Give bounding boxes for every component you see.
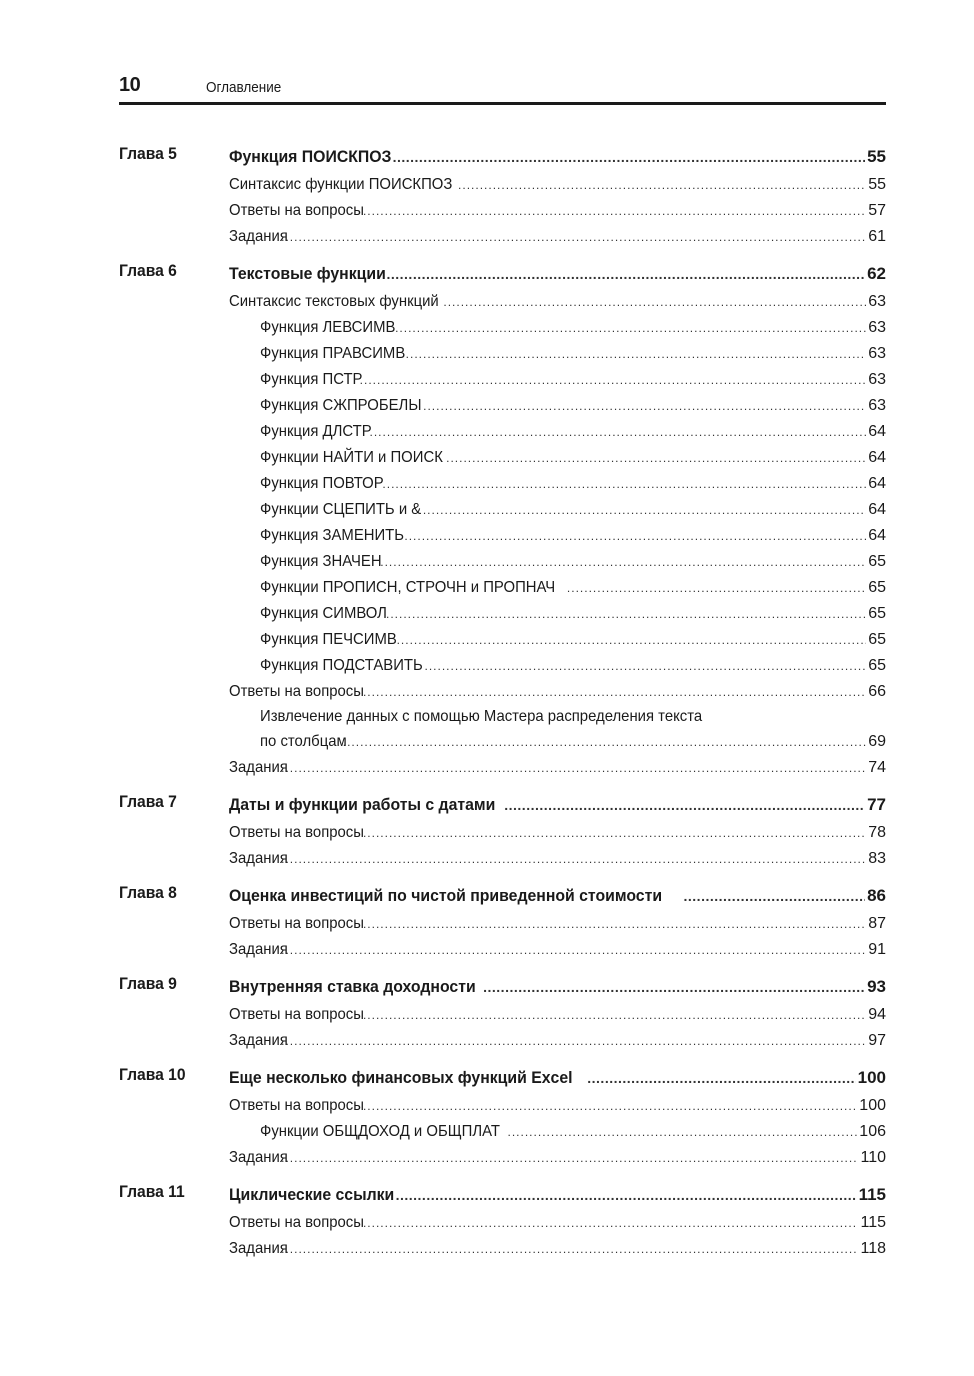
entry-page-number: 64 [868, 449, 886, 466]
entry-title: Оценка инвестиций по чистой приведенной стоимости [229, 886, 663, 905]
entry-title: Функция ПОИСКПОЗ [229, 147, 392, 166]
entry-title: Задания [229, 1149, 288, 1166]
entry-page-number: 55 [867, 147, 886, 166]
dot-leader [363, 1210, 859, 1236]
dot-leader [395, 315, 866, 341]
dot-leader [343, 729, 866, 755]
entry-page-number: 63 [868, 371, 886, 388]
dot-leader [363, 820, 866, 846]
toc-section-row[interactable] [229, 937, 886, 963]
dot-leader [425, 653, 867, 679]
toc-section-row[interactable] [229, 679, 886, 705]
entry-page-number: 74 [868, 759, 886, 776]
entry-page-number: 87 [868, 915, 886, 932]
toc-subsection-row[interactable] [229, 445, 886, 471]
toc-chapter [119, 1062, 886, 1171]
toc-subsection-row[interactable] [229, 497, 886, 523]
entry-title: Внутренняя ставка доходности [229, 977, 476, 996]
entry-page-number: 77 [867, 795, 886, 814]
dot-leader [281, 937, 866, 963]
dot-leader [363, 1002, 866, 1028]
entry-title: Функция СЖПРОБЕЛЫ [260, 397, 422, 414]
entry-page-number: 65 [868, 579, 886, 596]
toc-section-row[interactable] [229, 1093, 886, 1119]
entry-title: Задания [229, 941, 288, 958]
toc-subsection-row[interactable] [229, 315, 886, 341]
entry-page-number: 61 [868, 228, 886, 245]
entry-page-number: 86 [867, 886, 886, 905]
entry-title: Функция ЛЕВСИМВ [260, 319, 396, 336]
toc-section-row[interactable] [229, 1145, 886, 1171]
entry-title: Функция ПОВТОР [260, 475, 384, 492]
entry-page-number: 69 [868, 733, 886, 750]
entry-page-number: 94 [868, 1006, 886, 1023]
entry-title: Задания [229, 850, 288, 867]
chapter-title-row[interactable] [229, 1062, 886, 1093]
dot-leader [423, 497, 866, 523]
entry-page-number: 100 [857, 1068, 886, 1087]
chapter-label: Глава 8 [119, 883, 177, 902]
entry-page-number: 115 [860, 1214, 886, 1231]
entry-title: Функция ПСТР [260, 371, 363, 388]
dot-leader [363, 198, 866, 224]
dot-leader [363, 679, 866, 705]
toc-subsection-row[interactable] [229, 1119, 886, 1145]
toc-section-row[interactable] [229, 755, 886, 781]
toc-subsection-row[interactable] [229, 575, 886, 601]
chapter-label: Глава 10 [119, 1065, 186, 1084]
entry-title: Ответы на вопросы [229, 1097, 364, 1114]
toc-section-row[interactable] [229, 911, 886, 937]
dot-leader [382, 471, 866, 497]
dot-leader [443, 289, 866, 315]
entry-page-number: 64 [868, 501, 886, 518]
chapter-label: Глава 7 [119, 792, 177, 811]
entry-page-number: 57 [868, 202, 886, 219]
entry-title: Текстовые функции [229, 264, 386, 283]
entry-title: Синтаксис функции ПОИСКПОЗ [229, 176, 453, 193]
toc-subsection-row[interactable] [229, 627, 886, 653]
dot-leader [360, 367, 867, 393]
dot-leader [380, 549, 866, 575]
toc-section-row[interactable] [229, 1002, 886, 1028]
toc-chapter [119, 971, 886, 1054]
toc-subsection-row[interactable] [229, 393, 886, 419]
entry-title: Ответы на вопросы [229, 202, 364, 219]
chapter-label: Глава 9 [119, 974, 177, 993]
toc-subsection-row[interactable] [229, 419, 886, 445]
toc-subsection-row[interactable] [229, 653, 886, 679]
entry-page-number: 83 [868, 850, 886, 867]
dot-leader [363, 1093, 857, 1119]
entry-page-number: 100 [859, 1097, 886, 1114]
dot-leader [404, 523, 866, 549]
entry-page-number: 65 [868, 657, 886, 674]
chapter-label: Глава 6 [119, 261, 177, 280]
entry-title: Функция ПРАВСИМВ [260, 345, 406, 362]
toc-section-row[interactable] [229, 289, 886, 315]
entry-title: Функция ЗАМЕНИТЬ [260, 527, 405, 544]
entry-title: Задания [229, 1240, 288, 1257]
entry-title: Функция ПОДСТАВИТЬ [260, 657, 423, 674]
toc-subsection-row[interactable] [229, 549, 886, 575]
dot-leader [281, 1028, 866, 1054]
toc-chapter [119, 141, 886, 250]
entry-title: Циклические ссылки [229, 1185, 395, 1204]
toc-section-row[interactable] [229, 224, 886, 250]
dot-leader [281, 846, 866, 872]
toc-chapter [119, 880, 886, 963]
entry-page-number: 64 [868, 475, 886, 492]
entry-title: Ответы на вопросы [229, 824, 364, 841]
entry-page-number: 64 [868, 423, 886, 440]
entry-title: Функция СИМВОЛ [260, 605, 387, 622]
entry-title: Ответы на вопросы [229, 683, 364, 700]
toc-subsection-row[interactable] [229, 367, 886, 393]
dot-leader [386, 259, 865, 290]
entry-title: Функции ПРОПИСН, СТРОЧН и ПРОПНАЧ [260, 579, 556, 596]
toc-subsection-row[interactable] [229, 601, 886, 627]
page-header [119, 72, 886, 105]
entry-title: Даты и функции работы с датами [229, 795, 496, 814]
entry-page-number: 110 [860, 1149, 886, 1166]
entry-page-number: 91 [868, 941, 886, 958]
chapter-title-row[interactable] [229, 789, 886, 820]
dot-leader [567, 575, 866, 601]
dot-leader [504, 790, 865, 821]
dot-leader [483, 972, 865, 1003]
dot-leader [406, 341, 867, 367]
chapter-title-row[interactable] [229, 258, 886, 289]
entry-title-line1 [229, 705, 886, 729]
entry-title: Ответы на вопросы [229, 1214, 364, 1231]
toc-subsection-row[interactable] [229, 729, 886, 755]
entry-title: Функция ДЛСТР [260, 423, 372, 440]
entry-page-number: 64 [868, 527, 886, 544]
entry-page-number: 62 [867, 264, 886, 283]
dot-leader [393, 142, 866, 173]
dot-leader [446, 445, 866, 471]
chapter-title-row[interactable] [229, 880, 886, 911]
toc-section-row[interactable] [229, 1210, 886, 1236]
toc-section-row[interactable] [229, 172, 886, 198]
entry-title: Функция ПЕЧСИМВ [260, 631, 397, 648]
entry-page-number: 66 [868, 683, 886, 700]
toc-section-row[interactable] [229, 198, 886, 224]
entry-title: Ответы на вопросы [229, 1006, 364, 1023]
entry-title: Задания [229, 759, 288, 776]
entry-title: Синтаксис текстовых функций [229, 293, 439, 310]
entry-page-number: 97 [868, 1032, 886, 1049]
entry-title: Ответы на вопросы [229, 915, 364, 932]
toc-chapter [119, 789, 886, 872]
chapter-label: Глава 11 [119, 1182, 185, 1201]
toc-subsection-row[interactable] [229, 341, 886, 367]
dot-leader [684, 881, 866, 912]
entry-title: Функции ОБЩДОХОД и ОБЩПЛАТ [260, 1123, 500, 1140]
toc-chapter [119, 1179, 886, 1262]
entry-page-number: 93 [867, 977, 886, 996]
chapter-title-row[interactable] [229, 1179, 886, 1210]
toc-subsection-row[interactable] [229, 471, 886, 497]
entry-page-number: 63 [868, 319, 886, 336]
toc-section-row[interactable] [229, 820, 886, 846]
entry-page-number: 65 [868, 553, 886, 570]
dot-leader [396, 1180, 857, 1211]
running-title: Оглавление [206, 79, 282, 96]
entry-title: Функция ЗНАЧЕН [260, 553, 382, 570]
entry-page-number: 63 [868, 345, 886, 362]
toc-section-row[interactable] [229, 1028, 886, 1054]
toc-subsection-row[interactable] [229, 523, 886, 549]
dot-leader [386, 601, 866, 627]
entry-page-number: 65 [868, 631, 886, 648]
entry-page-number: 65 [868, 605, 886, 622]
dot-leader [363, 911, 866, 937]
dot-leader [397, 627, 867, 653]
chapter-title-row[interactable] [229, 141, 886, 172]
dot-leader [370, 419, 867, 445]
dot-leader [587, 1063, 855, 1094]
dot-leader [281, 1236, 858, 1262]
toc-section-row[interactable] [229, 846, 886, 872]
entry-title: Функции СЦЕПИТЬ и & [260, 501, 422, 518]
entry-page-number: 55 [868, 176, 886, 193]
entry-title-text: Извлечение данных с помощью Мастера распределения текста [260, 708, 703, 725]
entry-page-number: 118 [860, 1240, 886, 1257]
dot-leader [508, 1119, 858, 1145]
entry-page-number: 106 [859, 1123, 886, 1140]
dot-leader [281, 1145, 858, 1171]
entry-page-number: 63 [868, 397, 886, 414]
table-of-contents [119, 141, 886, 1270]
toc-chapter [119, 258, 886, 781]
entry-title: Задания [229, 1032, 288, 1049]
dot-leader [281, 224, 866, 250]
entry-title: по столбцам [260, 733, 347, 750]
chapter-label: Глава 5 [119, 144, 177, 163]
entry-title: Функции НАЙТИ и ПОИСК [260, 449, 443, 466]
dot-leader [281, 755, 866, 781]
entry-page-number: 115 [858, 1185, 886, 1204]
toc-section-row[interactable] [229, 1236, 886, 1262]
entry-page-number: 78 [868, 824, 886, 841]
entry-title: Еще несколько финансовых функций Excel [229, 1068, 573, 1087]
dot-leader [458, 172, 866, 198]
entry-page-number: 63 [868, 293, 886, 310]
page-number: 10 [119, 74, 141, 96]
chapter-title-row[interactable] [229, 971, 886, 1002]
dot-leader [423, 393, 866, 419]
entry-title: Задания [229, 228, 288, 245]
